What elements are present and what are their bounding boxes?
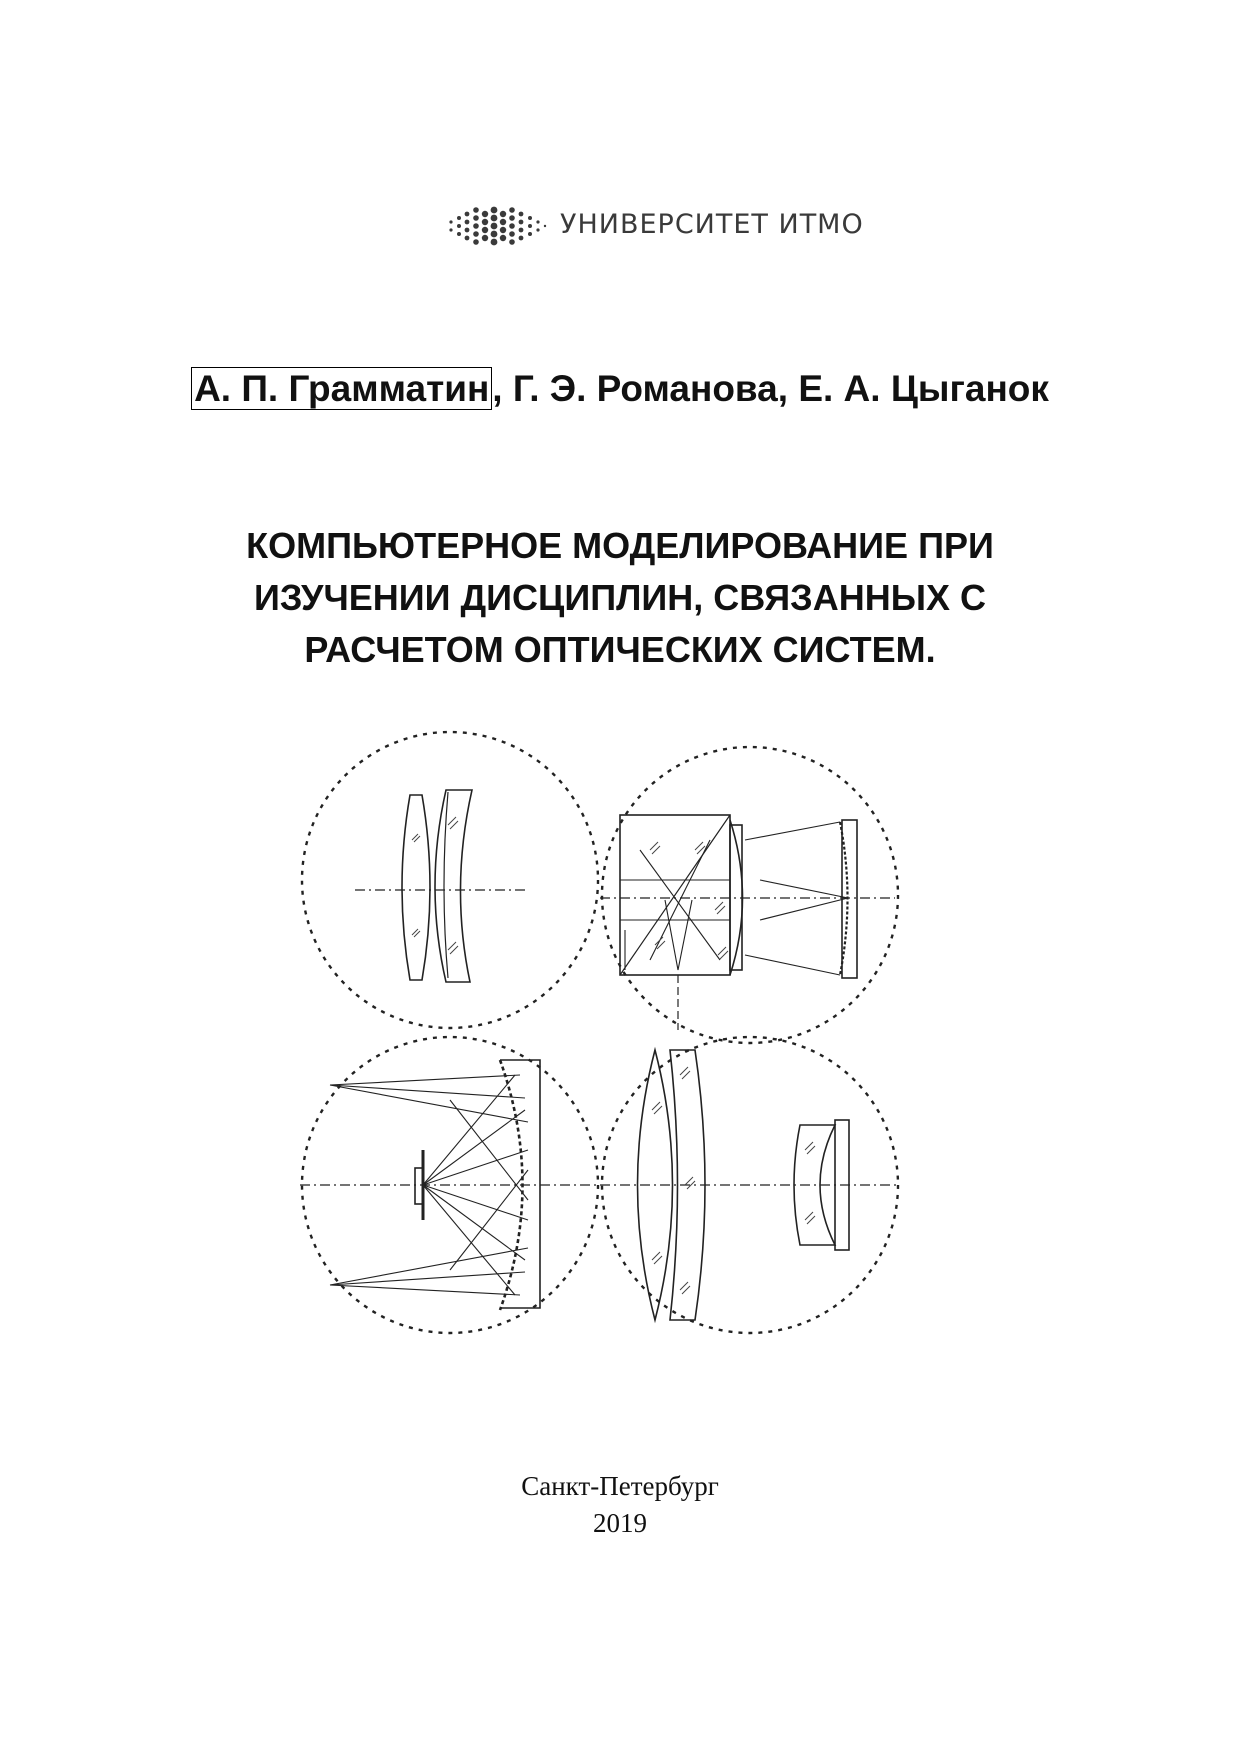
- imprint-year: 2019: [593, 1508, 647, 1538]
- dotted-circles: [302, 732, 898, 1333]
- mirror-system-bottom-left: [300, 1060, 600, 1310]
- authors-line: [0, 368, 1240, 410]
- imprint-city: Санкт-Петербург: [521, 1471, 719, 1501]
- imprint: [0, 1468, 1240, 1542]
- lens-group-bottom-right: [600, 1050, 900, 1320]
- optical-systems-illustration: [300, 730, 1000, 1350]
- lens-group-top-left: [355, 790, 525, 982]
- publisher-logo: [445, 200, 865, 250]
- itmo-dots-icon: [445, 200, 555, 250]
- authors-rest: , Г. Э. Романова, Е. А. Цыганок: [492, 368, 1049, 409]
- author-first: А. П. Грамматин: [191, 367, 492, 410]
- title-line-2: ИЗУЧЕНИИ ДИСЦИПЛИН, СВЯЗАННЫХ С: [254, 577, 986, 618]
- book-title: [0, 520, 1240, 676]
- publisher-name: УНИВЕРСИТЕТ ИТМО: [560, 209, 864, 240]
- title-line-3: РАСЧЕТОМ ОПТИЧЕСКИХ СИСТЕМ.: [304, 629, 936, 670]
- title-line-1: КОМПЬЮТЕРНОЕ МОДЕЛИРОВАНИЕ ПРИ: [246, 525, 994, 566]
